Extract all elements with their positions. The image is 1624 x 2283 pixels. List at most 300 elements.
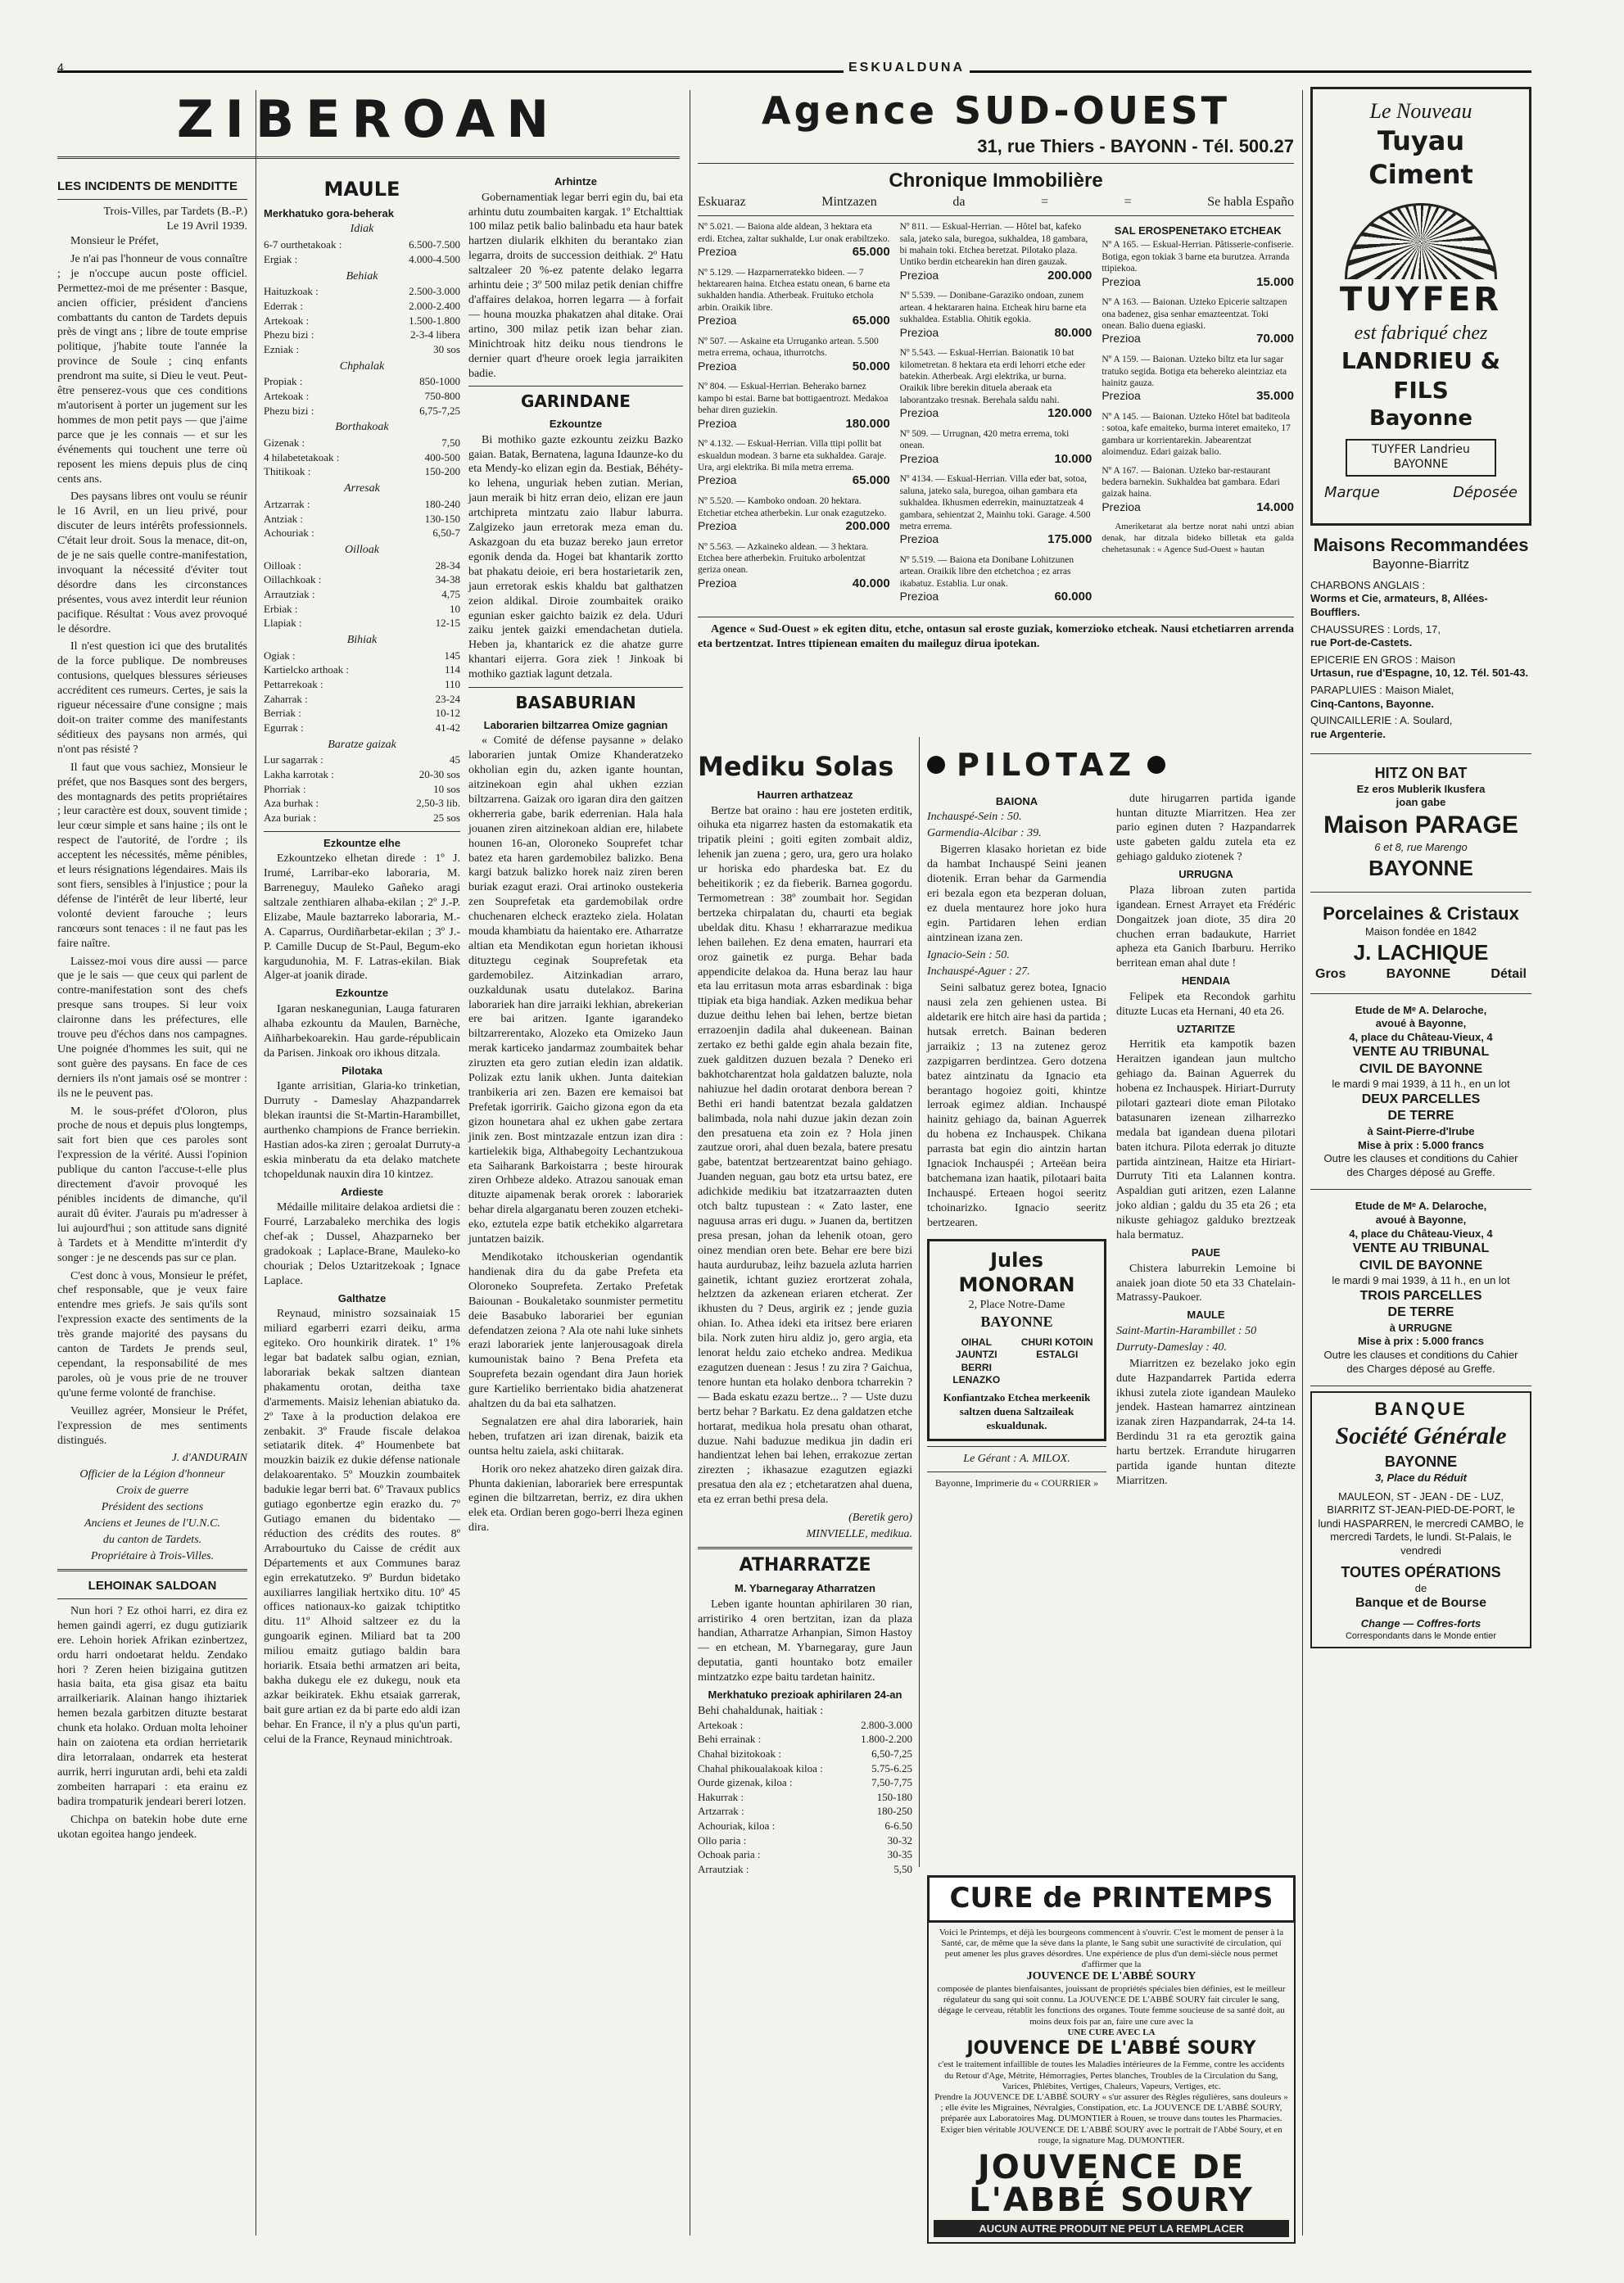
mediku-signature: (Beretik gero) xyxy=(848,1512,912,1525)
etude-line: CIVIL DE BAYONNE xyxy=(1359,1258,1483,1273)
row-label: Arrautziak : xyxy=(264,588,315,601)
atharratze-subtitle: Merkhatuko prezioak aphirilaren 24-an xyxy=(708,1689,902,1702)
row-label: Phezu bizi : xyxy=(264,404,314,417)
score: Inchauspé-Aguer : 27. xyxy=(927,965,1030,979)
listing-price xyxy=(698,314,890,329)
etude-line: à URRUGNE xyxy=(1389,1321,1453,1334)
row-label: Aza burhak : xyxy=(264,797,319,810)
table-row xyxy=(698,1791,912,1806)
table-row xyxy=(264,649,460,664)
table-row xyxy=(264,678,460,693)
price-value: 15.000 xyxy=(1256,274,1295,289)
cure-text: Prendre la JOUVENCE DE L'ABBÉ SOURY « s'ur assurer des Règles régulières, sans douleurs » ; elle évite les Migraines, Névralgies, Constipation, etc. La JOUVENCE DE L'ABBÉ SOURY, préparée aux Laboratoires Mag. DUMONTIER à Rouen, se trouve dans toutes les Pharmacies. Exiger bien véritable JOUVENCE DE L'ABBÉ SOURY avec le portrait de l'Abbé Soury, et en rouge, la signature Mag. DUMONTIER. xyxy=(934,2091,1288,2145)
row-value: 6-6.50 xyxy=(884,1820,912,1833)
maisons-list xyxy=(1310,579,1531,742)
price-label: Prezioa xyxy=(1102,500,1141,513)
table-row xyxy=(698,1848,912,1863)
salutation: Monsieur le Préfet, xyxy=(70,235,159,247)
maison-detail: rue Argenterie. xyxy=(1310,727,1386,740)
maison-item xyxy=(1310,623,1531,650)
banque-addr: 3, Place du Réduit xyxy=(1375,1471,1467,1484)
rule xyxy=(468,687,683,688)
etude-line: DE TERRE xyxy=(1387,1305,1454,1320)
row-label: Zaharrak : xyxy=(264,692,308,705)
row-label: Egurrak : xyxy=(264,721,304,734)
section-text: Igante arrisitian, Glaria-ko trinketian, Durruty - Dameslay Ahazpandarrek blekan irauntsi die St-Martin-Harambillet, aurthenko champions de France berriekin. Hastian ados-ka ziren ; geroalat Durruty-a eskia minberatu da eta delako matchete tchopeldunak nauxin dira 10 kintzez. xyxy=(264,1080,460,1181)
row-label: Phezu bizi : xyxy=(264,328,314,341)
signature-line: Propriétaire à Trois-Villes. xyxy=(90,1549,215,1562)
row-value: 1.500-1.800 xyxy=(409,314,460,327)
listing-price xyxy=(1102,500,1294,516)
mediku-title: Mediku Solas xyxy=(698,751,894,782)
listing-item xyxy=(900,473,1092,548)
table-row xyxy=(264,238,460,253)
price-label: Prezioa xyxy=(698,244,737,258)
price-label: Prezioa xyxy=(899,532,939,546)
listing-text: Nº A 159. — Baionan. Uzteko biltz eta lur sagar tratuko segida. Botiga eta behereko aleintziaz eta hainitz gauza. xyxy=(1102,355,1287,388)
listing-text: Nº 5.519. — Baiona eta Donibane Lohitzunen artean. Oraikik libre den etchetchoa ; ez arras ikabatuz. Establia. Lur onak. xyxy=(899,555,1074,589)
tuyau-ad xyxy=(1310,87,1531,526)
table-row xyxy=(264,390,460,405)
row-label: Thitikoak : xyxy=(264,465,311,478)
section-text: Igaran neskanegunian, Lauga faturaren alhaba ezkountu da Maulen, Barnèche, Aiñharbekoarekin. Hau garde-républicain da Parisen. Jinkoak oro ikhous ditzala. xyxy=(264,1003,460,1060)
score: Garmendia-Alcibar : 39. xyxy=(927,827,1042,840)
garindane-title: GARINDANE xyxy=(521,391,631,412)
row-value: 45 xyxy=(450,753,460,766)
row-label: Antziak : xyxy=(264,512,304,525)
row-value: 23-24 xyxy=(435,692,460,705)
monoran-name: Jules MONORAN xyxy=(958,1248,1075,1297)
maison-item xyxy=(1310,579,1531,620)
price-value: 80.000 xyxy=(1054,325,1092,340)
price-label: Prezioa xyxy=(698,359,737,373)
pilota-text: Bigerren klasako horietan ez bide da hambat Inchauspé Seini jeanen diotenik. Erran behar da Garmendia eri bezala egon eta bezperan doluan, ez duela mentaurez hore joko hura egin. Partidaren lehen erdian aintzinean izana zen. xyxy=(927,843,1106,944)
language-label: Eskuaraz xyxy=(698,194,746,209)
article2-title: LEHOINAK SALDOAN xyxy=(88,1578,217,1593)
article2-body xyxy=(57,1604,247,1842)
rule xyxy=(1310,993,1531,994)
row-value: 30 sos xyxy=(433,342,460,355)
pilota-place: BAIONA xyxy=(995,794,1038,807)
ball-icon xyxy=(1147,756,1165,774)
price-value: 175.000 xyxy=(1047,532,1092,547)
maison-item xyxy=(1310,684,1531,711)
table-row xyxy=(264,405,460,419)
row-value: 7,50 xyxy=(441,436,460,450)
cure-brand: UNE CURE AVEC LA xyxy=(1067,2027,1156,2037)
row-label: Artzarrak : xyxy=(264,498,310,510)
etude-line: à Saint-Pierre-d'Irube xyxy=(1367,1124,1475,1137)
column-rule xyxy=(919,737,920,1867)
listing-column xyxy=(1102,221,1294,612)
listing-price xyxy=(698,359,890,375)
masthead-rule xyxy=(57,156,680,159)
section-text: « Comité de défense paysanne » delako laborarien juntak Omize Khanderatzeko okholian egin du, azken igante hountan, aitzinekoan egin ahal ukhen ezzian biltzarrena. Gaizak oro igaran dira den gaitzen okherreria gabe, barik ederrenian. Hala hala jouanen ziren aitzinekoan aldian ere, hilabete hounen 16-an, Oloroneko Souprefet tchar batez eta haren gardemobilez balizko. Bena kargi batzuk balizko horek naiz ziren beren buriak ezagut erazi. Orai artinoko oustekeria zen Souprefetak eta gardemobilak ordre chuchenaren elcheck erazteko ziela. Holatan mouda khambiatu da haientako ere. Atharratze altian eta Mendikotan egun horietan ikhousi dituztegu ceginak Souprefetak eta gardemobilez. Aitzinkadian arraro, ouzkaldunak usatu dutelakoz. Barina laborariek han dire jarraiki lekhian, abrekerian ere bai aritzen. Igante igarandeko biltzarrerentako, Alozeko eta Omizeko Jaun merak karticeko jandarmaz zoumbaitek behar ziruzten eta gero zutian eledin izan aldatik. Polizak eztu lanik ukhen. Junta daitekian tranbikeria ari zen. Bazen ere kemaisoi bat Prefetak igorririk. Gaicho gizona egon da eta gizon hounetara ahal ez ukhen gabe zertara jinik zen. Bost mintzazale entzun izan dira : kartielekik biga, Althabegoity Lechantzukoua eta Saiharank Barkoistarra ; beste hirourak ziren Orhbeze aldeko. Atrazou sanouak eman dituzte aipamenak berak ororek : laborariek behar direla algarganatu beren zouzen etcheki-eko, eztutela ezpe batik etchekiko algarretara juntatzen baizik. xyxy=(468,735,683,1246)
hitz-name: Maison PARAGE xyxy=(1323,811,1518,839)
table-row xyxy=(264,573,460,588)
price-value: 200.000 xyxy=(845,518,890,533)
price-label: Prezioa xyxy=(1102,274,1141,288)
language-label: Se habla Españo xyxy=(1207,194,1294,209)
maison-head: QUINCAILLERIE : A. Soulard, xyxy=(1310,714,1453,727)
maison-head: PARAPLUIES : Maison Mialet, xyxy=(1310,684,1454,696)
row-label: Pettarrekoak : xyxy=(264,678,323,691)
pilotaz-columns xyxy=(927,792,1296,1492)
listing-item xyxy=(1102,296,1294,347)
row-label: Oilloak : xyxy=(264,558,301,572)
listings xyxy=(698,221,1294,612)
score: Saint-Martin-Harambillet : 50 xyxy=(1116,1324,1257,1337)
row-label: 6-7 ourthetakoak : xyxy=(264,238,342,251)
row-label: Artekoak : xyxy=(264,390,310,403)
rule xyxy=(698,1547,912,1549)
market-group-title: Oilloak xyxy=(345,543,379,556)
tuyau-fab: est fabriqué chez xyxy=(1354,323,1488,345)
row-label: Behi errainak : xyxy=(698,1733,762,1746)
cure-text: Voici le Printemps, et déjà les bourgeons commencent à s'ouvrir. C'est le moment de penser à la Santé, car, de même que la sève dans la plante, le Sang subit une suractivité de circulation, qui peut amener les plus graves désordres. Une expérience de plus d'un demi-siècle nous permet d'affirmer que la xyxy=(939,1927,1284,1970)
lachique-line: Maison fondée en 1842 xyxy=(1365,925,1477,938)
rule xyxy=(264,831,460,832)
listing-price xyxy=(698,519,890,535)
market-table xyxy=(264,649,460,736)
lachique-row xyxy=(1315,966,1527,983)
listing-text: Nº A 167. — Baionan. Uzteko bar-restaurant bedera barnekin. Sukhaldea bat gambara. Edari gaizak haina. xyxy=(1102,465,1280,500)
market-group-title: Bihiak xyxy=(346,633,378,646)
page-number: 4 xyxy=(57,61,64,74)
table-row xyxy=(264,721,460,736)
table-row xyxy=(264,707,460,721)
section-title: Pilotaka xyxy=(342,1064,382,1077)
etude-line: DE TERRE xyxy=(1387,1109,1454,1123)
table-row xyxy=(264,436,460,451)
hitz-ad xyxy=(1310,759,1531,888)
row-label: Lur sagarrak : xyxy=(264,753,323,766)
table-row xyxy=(264,783,460,798)
lachique-city: BAYONNE xyxy=(1386,967,1451,982)
price-value: 200.000 xyxy=(1047,268,1092,283)
monoran-goods xyxy=(936,1336,1097,1386)
paragraph: Veuillez agréer, Monsieur le Préfet, l'expression de mes sentiments distingués. xyxy=(57,1404,247,1447)
monoran-footer: Konfiantzako Etchea merkeenik saltzen duena Saltzaileak eskualdunak. xyxy=(943,1391,1091,1431)
signature-line: Président des sections xyxy=(101,1501,204,1514)
row-label: Ogiak : xyxy=(264,649,296,662)
table-row xyxy=(264,328,460,343)
row-value: 150-200 xyxy=(424,465,460,478)
ziberoan-masthead-area xyxy=(57,87,680,164)
listing-price xyxy=(900,269,1092,284)
etude-line: avoué à Bayonne, xyxy=(1375,1214,1467,1227)
cure-text: composée de plantes bienfaisantes, jouissant de propriétés spéciales bien définies, est le meilleur régulateur du sang qui soit connu. La JOUVENCE DE L'ABBÉ SOURY fait circuler le sang, dégage le cerveau, rétablit les fonctions des organes. Toute femme soucieuse de sa santé doit, au moins deux fois par an, faire une cure avec la xyxy=(937,1984,1286,2027)
table-row xyxy=(264,451,460,466)
rule xyxy=(927,1446,1106,1447)
tuyau-mark-left: Marque xyxy=(1324,483,1380,501)
market-table xyxy=(264,559,460,631)
pilotaz-banner xyxy=(927,745,1296,785)
price-value: 50.000 xyxy=(852,359,890,373)
row-value: 2.500-3.000 xyxy=(409,285,460,298)
pilotaz-col-right xyxy=(1116,792,1296,1492)
tuyau-mark-right: Déposée xyxy=(1453,483,1518,501)
ads-column xyxy=(1310,87,1531,2232)
agence-sud-ouest xyxy=(698,87,1294,734)
etude-line: VENTE AU TRIBUNAL xyxy=(1352,1045,1490,1060)
letter-body xyxy=(57,252,247,1449)
column-1 xyxy=(57,172,247,2219)
section-title: Ezkountze elhe xyxy=(323,836,400,849)
row-value: 30-32 xyxy=(887,1833,912,1847)
mediku-text: Bertze bat oraino : hau ere josteten erditik, oihuka eta nigarrez hasten da estomakatik eta tripatik pleini ; goiti egiten zombait aldiz, lehenik jan zuena ; gero, ura, gero ura holako ur horiska edo phardeska bat. Ez du beheitikorik ; ez da fieberik. Barnea gogordu. Termometrean : 38º zoumbait hor. Segidan bertzeka chirpalatan du, chaurti eta begiak ubeldak ditu. Khasu ! ekharrarazue medikua lehen bailehen. Ez dena ematen, haurrari eta oroz gainetik ez purga. Behar bada appendicite delakoa da. Huna beraz lau haur eta lau erritasun mota arras esbardinak : biga ttipiak eta biga handiak. Azken medikua behar duzue deithu lehen bai lehen, bertze bietan errazoenjin dadila ahal dukeenean. Bainan zertako ez bethi galde egin ahala bezain fite, zuek galditzen duzuen bezala ? Deneko eri bakhotcharentzat hola galdatzen baluzte, nola nahiuzue hel dadin orotarat denbora berean ? Bethi eri handi batentzat bezala galdatzen balimbada, nola nahi duzue jakin dezan zoin den presatuena eta zoin ez ? Hola jinen zautzue orori, ahal duen bezala, batere presatu gabe, batentzat bertzearentzat baino gehiago. Juanden neguan, gau botz eta urtsu batez, ere adichkide medikiu bat itzatzarraazten duten otch baltz tupustean : « Zato laster, ene naguusa arras eri dugu. » Juanen da, bertitzen presa presan, johan da lehenik otoan, gero oinez mendian oren bete. Behar ere bere bizi hauta aurdurubaz, leihz bazuela azluta harrien gainetik, ichtant guziez erortzerat zohala, helztzen da azkenean eriaren etcherat. Zer ikhusten du ? Deus, argirik ez ; jende guzia ohian. Io. Athea ideki eta iritsez bere eriaren bila. Nork zuten hiru aldiz jo, gero argia, eta lenorat heldu zaio etcheko andrea. Medikua ezagutzen duenean : Jesus ! zu zira ? Gaichua, tenore huntan eta holako denbora tcharrekin ? — Bada eskatu ezazu bertze... ? — Uste duzu bertz behar ? Barkatu. Ez dena galdatzen etche hortarat, medikua hola presatu ohan otharat, duzue. Nahi baduzue medikua jin dadin eri handientzat lehen bai lehen, errakozue zertan zirezten ; ikhasazue ezagutzen egiazki presatua den ala ez ; etchetaratzen ahal duena, eta ez erran bethi presa dela. xyxy=(698,804,912,1507)
language-label: Mintzazen xyxy=(821,194,877,209)
price-label: Prezioa xyxy=(698,314,737,328)
cure-body xyxy=(927,1923,1296,2245)
monoran-address: 2, Place Notre-Dame xyxy=(968,1299,1065,1312)
row-value: 25 sos xyxy=(433,811,460,824)
listing-text: Nº 5.543. — Eskual-Herrian. Baionatik 10 bat kilometretan. 8 hektara eta erdi lehorri etche eder batekin. Atherbeak. Argi elektrika, ur burna. Oraikik libre berekin dituela aberaak eta laborantzako tresnak. Berehala saldu nahi. xyxy=(899,348,1086,405)
maison-detail: rue Port-de-Castets. xyxy=(1310,636,1413,649)
row-label: Artzarrak : xyxy=(698,1805,744,1818)
listing-item xyxy=(698,336,890,375)
row-value: 150-180 xyxy=(876,1790,912,1803)
rule xyxy=(1310,892,1531,893)
listing-price xyxy=(900,532,1092,548)
price-label: Prezioa xyxy=(899,451,939,465)
section-title: Ardieste xyxy=(340,1185,384,1198)
row-label: Kartielcko arthoak : xyxy=(264,663,349,676)
language-label: da xyxy=(952,194,966,209)
market-table xyxy=(264,753,460,825)
row-value: 1.800-2.200 xyxy=(861,1733,912,1746)
row-value: 5,50 xyxy=(893,1862,912,1875)
etude-line: VENTE AU TRIBUNAL xyxy=(1352,1241,1490,1256)
table-row xyxy=(698,1733,912,1747)
row-label: Artekoak : xyxy=(698,1718,744,1731)
listing-item xyxy=(900,290,1092,341)
row-value: 6,50-7 xyxy=(432,527,460,540)
rule xyxy=(1310,1189,1531,1190)
table-row xyxy=(264,253,460,268)
row-label: Achouriak, kiloa : xyxy=(698,1820,776,1833)
row-label: Ollo paria : xyxy=(698,1833,747,1847)
row-value: 5.75-6.25 xyxy=(871,1761,912,1774)
mediku-subtitle: Haurren arthatzeaz xyxy=(757,788,853,801)
signature-titles xyxy=(57,1467,247,1563)
table-row xyxy=(264,465,460,480)
listing-price xyxy=(900,326,1092,341)
listing-text: Nº 507. — Askaine eta Urruganko artean. 5.500 metra errema, ochaua, ithurrotchs. xyxy=(698,336,879,359)
table-row xyxy=(264,285,460,300)
price-label: Prezioa xyxy=(698,518,737,532)
rule xyxy=(698,215,1294,216)
ball-icon xyxy=(927,756,945,774)
price-label: Prezioa xyxy=(899,590,939,604)
listing-item xyxy=(698,267,890,329)
row-value: 41-42 xyxy=(435,721,460,734)
date: Le 19 Avril 1939. xyxy=(166,220,247,233)
listing-price xyxy=(900,406,1092,422)
row-value: 850-1000 xyxy=(419,375,460,388)
pilota-text: Miarritzen ez bezelako joko egin dute Hazpandarrek Partida ederra ikhusi zutela ziote igandean Mauleko jendek. Hastean hamarrez aintzinean izanak ziren Hazpandarrak, 24-ta 14. Berdindu 31 ra eta geroztik gaina hartu bertzek. Errandute hirugarren partida igande huntan ditezte Miarritzen. xyxy=(1116,1357,1296,1487)
price-label: Prezioa xyxy=(698,416,737,430)
etude-ad-1 xyxy=(1310,999,1531,1185)
listing-item xyxy=(698,541,890,592)
table-row xyxy=(264,343,460,358)
hitz-city: BAYONNE xyxy=(1368,855,1473,880)
paragraph: Chichpa on batekin hobe dute erne ukotan egoitea hango jendeek. xyxy=(57,1813,247,1841)
row-value: 400-500 xyxy=(424,450,460,463)
paragraph: Laissez-moi vous dire aussi — parce que je le sais — que ceux qui parlent de contre-manifestation sont des chefs presque sans troupes. Si leur voix claironne dans les préfectures, elle trouve peu d'échos dans nos campagnes. Une poignée d'hommes les suit, qui ne sont guère des paysans. En face de ces derniers ils n'ont jamais osé se montrer : ils ne le peuvent pas. xyxy=(57,955,247,1100)
price-value: 120.000 xyxy=(1047,406,1092,421)
price-label: Prezioa xyxy=(698,473,737,487)
row-label: Oillachkoak : xyxy=(264,573,322,586)
price-label: Prezioa xyxy=(1102,332,1141,346)
etude-line: CIVIL DE BAYONNE xyxy=(1359,1061,1483,1076)
hitz-line: HITZ ON BAT xyxy=(1374,764,1468,781)
etude-line: TROIS PARCELLES xyxy=(1359,1288,1482,1303)
price-value: 10.000 xyxy=(1054,451,1092,466)
price-value: 40.000 xyxy=(852,576,890,590)
banque-change: Change — Coffres-forts xyxy=(1360,1616,1482,1630)
etude-line: le mardi 9 mai 1939, à 11 h., en un lot xyxy=(1332,1274,1510,1287)
section-title: Galthatze xyxy=(337,1291,387,1304)
paragraph: M. le sous-préfet d'Oloron, plus proche de nous et depuis plus longtemps, sait fort bien que ces paroles sont l'expression de la vérité. Aussi l'opinion publique du canton l'accuse-t-elle plus directement d'avoir provoqué les pénibles incidents de dimanche, qu'il aurait dû éviter. J'aurais pu m'adresser à lui aujourd'hui ; son attitude sans dignité à Tardets et à Menditte m'interdit d'y songer : je ne descends pas sur ce plan. xyxy=(57,1105,247,1264)
row-value: 6,75-7,25 xyxy=(419,404,460,417)
table-row xyxy=(264,663,460,678)
maison-head: CHARBONS ANGLAIS : xyxy=(1310,578,1426,591)
atharratze-list-title: Behi chahaldunak, haitiak : xyxy=(698,1704,824,1717)
gerant: Le Gérant : A. MILOX. xyxy=(963,1453,1070,1466)
section-text: Gobernamentiak legar berri egin du, bai eta arhintu dutu zoumbaiten kargak. 1º Etchalttiak 100 milaz petik balio balinbadu eta haur batek hartzen diularik elkhiten du berantako zian legarra, droits de succession deithiak. 2º Hatu saltzaleer 20 %-ez patente delako legarra arhintu deie ; 3º 500 milaz petik denian chiffre d'affaires delakoa, horren legarra — à forfait — houna mouzka phakatzen ahal ditake. Orai artino, 300 milaz petik izan behar zian. Minichtroak hitz deiku nous tiendrons le dernier quart d'heure oroek legia jarraikiten badie. xyxy=(468,191,683,380)
market-group-title: Idiak xyxy=(350,223,374,236)
maisons-city: Bayonne-Biarritz xyxy=(1372,558,1470,572)
listing-item xyxy=(900,428,1092,468)
table-row xyxy=(264,617,460,631)
table-row xyxy=(698,1747,912,1762)
listing-price xyxy=(1102,389,1294,405)
cure-text: c'est le traitement infaillible de toutes les Maladies intérieures de la Femme, contre les accidents du Retour d'Age, Métrite, Hémorragies, Pertes blanches, Troubles de la Circulation du Sang, Varices, Phlébites, Vertiges, Chaleurs, Vapeurs, Vertiges, etc. xyxy=(938,2059,1285,2091)
paragraph: Il n'est question ici que des brutalités de la force publique. De nombreuses contusions, quelques blessures sérieuses accréditent ces rumeurs. Certes, je sais la rigueur nécessaire d'une consigne ; mais doit-on traiter comme des manifestants séditieux des paysans non armés, qui n'ont pas résisté ? xyxy=(57,640,247,756)
pilota-text: Plaza libroan zuten partida igandean. Ernest Arrayet eta Frédéric Dongaitzek joan diote, 35 dira 20 chuchen erran badaukute, Harriet apheza eta Ganich Ibarburu. Herriko berritean eman ahal dute ! xyxy=(1116,884,1296,970)
row-label: Phorriak : xyxy=(264,782,306,795)
row-value: 130-150 xyxy=(424,512,460,525)
listing-text: Nº A 165. — Eskual-Herrian. Pâtisserie-confiserie. Botiga, egon tokiak 3 barne eta burutzea. Arranda ttipiekoa. xyxy=(1102,240,1294,274)
listing-text: Nº 811. — Eskual-Herrian. — Hôtel bat, kafeko sala, jateko sala, buregoa, sukhaldea, 18 gambara, bi mahain toki. Etchea beretzat. Pilotako plaza. Untiko berdin etchearekin han diren gauzak. xyxy=(899,222,1088,268)
row-value: 20-30 sos xyxy=(418,768,460,781)
row-label: Haituzkoak : xyxy=(264,285,319,298)
signature-line: Anciens et Jeunes de l'U.N.C. xyxy=(84,1517,220,1530)
etude-line: Mise à prix : 5.000 francs xyxy=(1358,1138,1484,1151)
listing-items xyxy=(1102,239,1294,515)
row-label: Artekoak : xyxy=(264,314,310,327)
market-group-title: Arresak xyxy=(344,482,380,495)
agence-title: Agence SUD-OUEST xyxy=(762,88,1230,133)
banque-ops: de xyxy=(1414,1581,1427,1594)
listing-column xyxy=(698,221,890,612)
section-subtitle: Ezkountze xyxy=(549,418,603,430)
maison-item xyxy=(1310,714,1531,741)
pilota-text: Seini salbatuz gerez botea, Ignacio nausi zela zen gehienen ustea. Bi aldetarik ere hitch aire hasi da partida ; hutsak erretch. Bainan bederen jarraikiz ; 13 na zutenez geroz zazpigarren berdintzea. Gero dotzena batez aintzinatu da Ignacio eta berantago hogoiez goiti, khintze lerroak egimez aldian. Inchauspé hainitz gehiago da, bainan Aguerrek du hobena ez Inchauspek. Chikana parrasta bat egin dio aintzin hartan Ignaciok Inchauspéi ; Arteëan beira batchemana izan haatik, pilotaari baita Inchauspé. Erteaen hogoi seeritz tchoinarizko. Ignacio seeritz bertzearen. xyxy=(927,982,1106,1229)
monoran-right: CHURI KOTOIN ESTALGI xyxy=(1020,1336,1093,1361)
table-row xyxy=(698,1820,912,1834)
agence-address: 31, rue Thiers - BAYONN - Tél. 500.27 xyxy=(977,135,1294,156)
section-text: Bi mothiko gazte ezkountu zeizku Bazko gaian. Batak, Bernatena, laguna Idaunze-ko du eta Mendy-ko elizan egin da. Bestiak, Béhéty-ko lehena, unguriak heben zutian. Merian, jaun meraik bi hitz erran deio, elizan ere jaun artchipreta mintzatu zaio llabur laburra. Zalgizeko jaun erretorak meza eman du. Askazgoan du eta buzaz bereko jaun erretor egonik denda da. Hogei bat khantarik zortto bat phakatu deioie, eri bera hostarietarik zen, jaun erretorak eskis khaldu bat galthatzen zeion aldikal. Diroie zoumbaitek oraiko egunian esker gaichto baizik ez dela. Uduri zaiku jentek gaizki emendachetan dutiela. Heben ja, khantarick ez die ahatze gurre khantari eijerra. Gora ziek ! Jinkoak bi mothiko gaztiak lagunt detzala. xyxy=(468,433,684,681)
table-row xyxy=(264,603,460,617)
price-value: 70.000 xyxy=(1256,332,1295,346)
etude-line: Outre les clauses et conditions du Cahier des Charges déposé au Greffe. xyxy=(1323,1349,1518,1375)
row-label: Hakurrak : xyxy=(698,1790,744,1803)
rule xyxy=(57,199,247,200)
row-value: 12-15 xyxy=(435,617,460,630)
paragraph: Il faut que vous sachiez, Monsieur le préfet, que nos Basques sont des bergers, des montagnards des petits propriétaires ; leur caractère est doux, souvent timide ; leur cœur simple et sans haine ; ils ont le respect de l'autorité, de l'ordre ; ils acceptent les nécessités, même pénibles, et leurs résignations légendaires. Mais ils sont fiers, sensibles à l'injustice ; pour la défense de l'intérêt de leur liberté, leur volonté devient farouche ; leurs rancœurs sont tenaces : il ne faut pas les faire naître. xyxy=(57,761,247,950)
market-group-title: Behiak xyxy=(346,269,378,283)
monoran-city: BAYONNE xyxy=(980,1313,1053,1330)
price-label: Prezioa xyxy=(698,576,737,590)
row-value: 750-800 xyxy=(424,390,460,403)
table-row xyxy=(698,1776,912,1791)
tuyau-mark xyxy=(1313,483,1529,502)
column-2 xyxy=(264,172,460,2219)
hitz-addr: 6 et 8, rue Marengo xyxy=(1374,841,1468,854)
languages-line xyxy=(698,194,1294,210)
row-label: Ourde gizenak, kiloa : xyxy=(698,1776,793,1789)
lachique-ad xyxy=(1310,897,1531,988)
row-value: 180-240 xyxy=(424,498,460,510)
table-row xyxy=(698,1834,912,1849)
listing-item xyxy=(698,438,890,489)
row-label: Ezniak : xyxy=(264,342,299,355)
atharratze-subtitle: M. Ybarnegaray Atharratzen xyxy=(735,1582,875,1595)
row-label: Achouriak : xyxy=(264,527,314,540)
section-text: Médaille militaire delakoa ardietsi die : Fourré, Larzabaleko merchika des logis chef-ak ; Dussel, Ahazparneko ber gradokoak ; Laplace-Brane, Mauleko-ko chouriak ; Delos Uztaritzekoak ; Ignace Laplace. xyxy=(264,1201,460,1287)
section-text: Reynaud, ministro sozsainaiak 15 miliard egarberri ezarri deiku, arma egiteko. Oro hounkirik diratek. 1º 1% legar bat badatek salbu ogian, eznian, laborariak bekak saltzen diantean phakamentu orotan, deitha taxe d'armements. Maisiz lehenian abiatuko da. 2º Taxe à la production delakoa ere zenbakit. 3º Fraude fiscale delakoa setiatarik ditek. 4º Houmenbete bat mouzkin baizik ez dukie défense nationale delakoarentako. 5º Mouzkin zoumbaitek badukie legar berri bat. 6º Travaux publics gutiago egonbertze egin erazko du. 7º Gutiago emanen du bidentako — réduction des crédits des routes. 8º Arrabourtuko du Caisse de crédit aux Départements et aux Communes baraz egin errekatutzeko. 9º Burdun bidetako auxiliarres langiliak hertxiko ditu. 10º 45 offices nationaux-ko gaizak tchiptitko ditu. 11º Alhoid saltzeer ez du la gungoarik eginen. Miliard bat ta 200 miliou emaitz gutiago baldin bara horiarik. Etsaia bethi armatzen ari beita, bakha dukegu ele ez dukegu, nouk eta azkar beikiratek. Ekhu etsaiak garrerak, bait gure artian ez da bi parte edo aldi izan behar. En France, il n'y a plus qu'un parti, celui de la France, Reynaud minichtroak. xyxy=(264,1308,460,1746)
etude-line: 4, place du Château-Vieux, 4 xyxy=(1349,1030,1493,1043)
section-title: Arhintze xyxy=(554,175,597,188)
row-value: 2-3-4 libera xyxy=(409,328,460,341)
monoran-ad xyxy=(927,1239,1106,1442)
section-title: Ezkountze xyxy=(335,987,389,1000)
atharratze-text: Leben igante hountan aphirilaren 30 rian, arristiriko 4 oren bertzitan, izan da plaza handian, Atharratze Arhanpian, Simon Hastoy — en etchean, M. Ybarnegaray, gure Jaun deputatia, ganti hountako botz emailer mintzatzko ezpe baitu tardetan hainitz. xyxy=(698,1598,912,1684)
signature-line: Croix de guerre xyxy=(115,1485,189,1498)
row-label: Ergiak : xyxy=(264,252,298,265)
row-value: 2.800-3.000 xyxy=(861,1718,912,1731)
row-label: Ochoak paria : xyxy=(698,1848,761,1861)
market-title: Merkhatuko gora-beherak xyxy=(264,206,394,219)
rule xyxy=(698,163,1294,164)
etude-line: Etude de Mᵉ A. Delaroche, xyxy=(1355,1003,1487,1016)
table-row xyxy=(264,768,460,783)
listing-text: Nº 4.132. — Eskual-Herrian. Villa ttipi pollit bat eskualdun modean. 3 barne eta sukhaldea. Garaje. Ura, argi elektrika. Bi mila metra errema. xyxy=(698,439,887,473)
listing-item xyxy=(698,381,890,432)
section-text: Mendikotako itchouskerian ogendantik handienak dira du da gabe Prefeta eta Oloroneko Souprefeta. Zertako Prefetak Baiounan - Boukaletako sounmister permetitu deie Basabuko laborariei ber egunian defendatzen zeiona ? Ala ote nahi luke sinhets erazi laborariek jente lanjerousagoak direla kumounistak baino ? Bena Prefeta eta Souprefeta bezain ogendant dira Jaun horiek gure Kartieliko berrientako bidia ahatzenerat ahaltzen du da bai eta salhatzen. xyxy=(468,1250,683,1411)
cure-title: CURE de PRINTEMPS xyxy=(927,1875,1296,1923)
row-label: Erbiak : xyxy=(264,602,298,615)
agence-note: Ameriketarat ala bertze norat nahi untzi abian denak, har ditzala bideko billetak eta galda chehetasunak : « Agence Sud-Ouest » hautan xyxy=(1102,522,1295,554)
price-value: 65.000 xyxy=(852,244,890,259)
tuyau-line: Ciment xyxy=(1368,159,1473,191)
price-label: Prezioa xyxy=(899,268,939,282)
rule xyxy=(57,1598,247,1599)
tuyau-line: Tuyau xyxy=(1377,125,1465,157)
market-table xyxy=(264,238,460,267)
row-value: 114 xyxy=(444,663,460,676)
row-value: 10 xyxy=(450,602,460,615)
lachique-detail: Détail xyxy=(1491,967,1527,982)
price-label: Prezioa xyxy=(1102,389,1141,403)
etude-line: Etude de Mᵉ A. Delaroche, xyxy=(1355,1200,1487,1213)
table-row xyxy=(698,1719,912,1734)
row-label: Chahal phikoualakoak kiloa : xyxy=(698,1761,823,1774)
table-row xyxy=(264,797,460,811)
top-rule xyxy=(57,70,1531,73)
